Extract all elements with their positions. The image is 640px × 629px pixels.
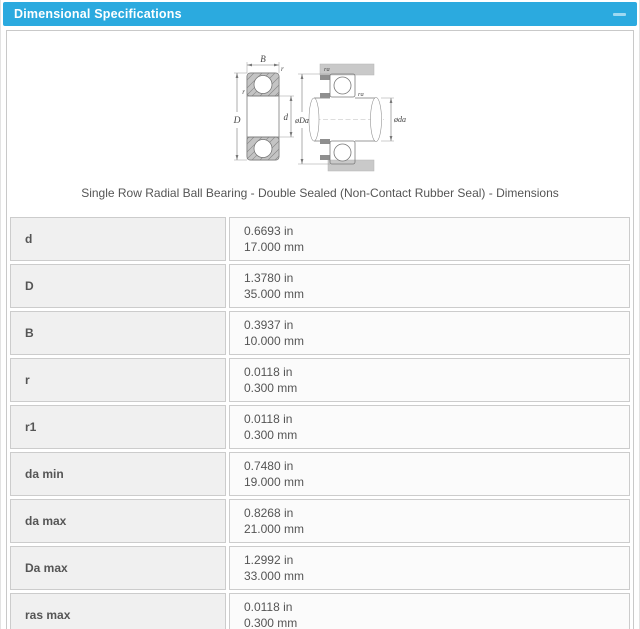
spec-label: B xyxy=(10,311,226,355)
table-row xyxy=(10,358,630,402)
table-row xyxy=(10,546,630,590)
table-row xyxy=(10,311,630,355)
spec-table xyxy=(7,214,633,629)
spec-value-mm: 10.000 mm xyxy=(243,334,304,348)
table-row xyxy=(10,452,630,496)
diagram-caption: Single Row Radial Ball Bearing - Double Sealed (Non-Contact Rubber Seal) - Dimensions xyxy=(81,186,559,200)
dim-label-D: D xyxy=(233,116,241,126)
dim-label-da: øda xyxy=(394,115,406,124)
dim-label-Da: øDa xyxy=(295,116,309,125)
panel-header[interactable] xyxy=(3,2,637,26)
spec-value-mm: 35.000 mm xyxy=(243,287,304,301)
table-row xyxy=(10,593,630,629)
table-row xyxy=(10,264,630,308)
spec-value-inch: 0.0118 in xyxy=(243,600,293,614)
spec-value xyxy=(229,452,630,496)
spec-value-mm: 0.300 mm xyxy=(243,381,298,395)
spec-value xyxy=(229,264,630,308)
spec-value xyxy=(229,546,630,590)
bearing-diagram xyxy=(7,52,633,174)
spec-value-inch: 0.3937 in xyxy=(243,318,294,332)
spec-label: d xyxy=(10,217,226,261)
spec-value xyxy=(229,311,630,355)
specifications-panel xyxy=(6,30,634,629)
spec-value-inch: 0.0118 in xyxy=(243,412,293,426)
spec-value xyxy=(229,593,630,629)
dim-label-r-outer: r xyxy=(281,65,284,73)
dim-label-ra-housing: ra xyxy=(324,66,330,73)
spec-value xyxy=(229,405,630,449)
spec-value-mm: 0.300 mm xyxy=(243,616,298,629)
spec-label: da max xyxy=(10,499,226,543)
spec-value-inch: 0.8268 in xyxy=(243,506,294,520)
table-row xyxy=(10,217,630,261)
spec-value-mm: 21.000 mm xyxy=(243,522,304,536)
spec-label: Da max xyxy=(10,546,226,590)
table-row xyxy=(10,499,630,543)
spec-label: D xyxy=(10,264,226,308)
spec-value-mm: 17.000 mm xyxy=(243,240,304,254)
spec-value-inch: 0.7480 in xyxy=(243,459,294,473)
table-row xyxy=(10,405,630,449)
spec-label: da min xyxy=(10,452,226,496)
spec-value-inch: 1.3780 in xyxy=(243,271,294,285)
spec-table-body xyxy=(10,217,630,629)
spec-value xyxy=(229,358,630,402)
bearing-diagram-svg xyxy=(228,52,412,174)
spec-value-inch: 1.2992 in xyxy=(243,553,294,567)
dim-label-r-inner: r xyxy=(242,88,245,96)
spec-value xyxy=(229,217,630,261)
spec-label: r xyxy=(10,358,226,402)
dim-label-ra-shaft: ra xyxy=(358,91,364,98)
dim-label-B: B xyxy=(260,54,266,64)
spec-label: r1 xyxy=(10,405,226,449)
collapse-minus-icon[interactable] xyxy=(613,13,626,16)
spec-value-mm: 33.000 mm xyxy=(243,569,304,583)
dim-label-d: d xyxy=(283,112,288,122)
spec-value-mm: 19.000 mm xyxy=(243,475,304,489)
spec-value xyxy=(229,499,630,543)
spec-label: ras max xyxy=(10,593,226,629)
spec-value-inch: 0.0118 in xyxy=(243,365,293,379)
spec-value-inch: 0.6693 in xyxy=(243,224,294,238)
spec-value-mm: 0.300 mm xyxy=(243,428,298,442)
panel-title: Dimensional Specifications xyxy=(14,7,182,21)
